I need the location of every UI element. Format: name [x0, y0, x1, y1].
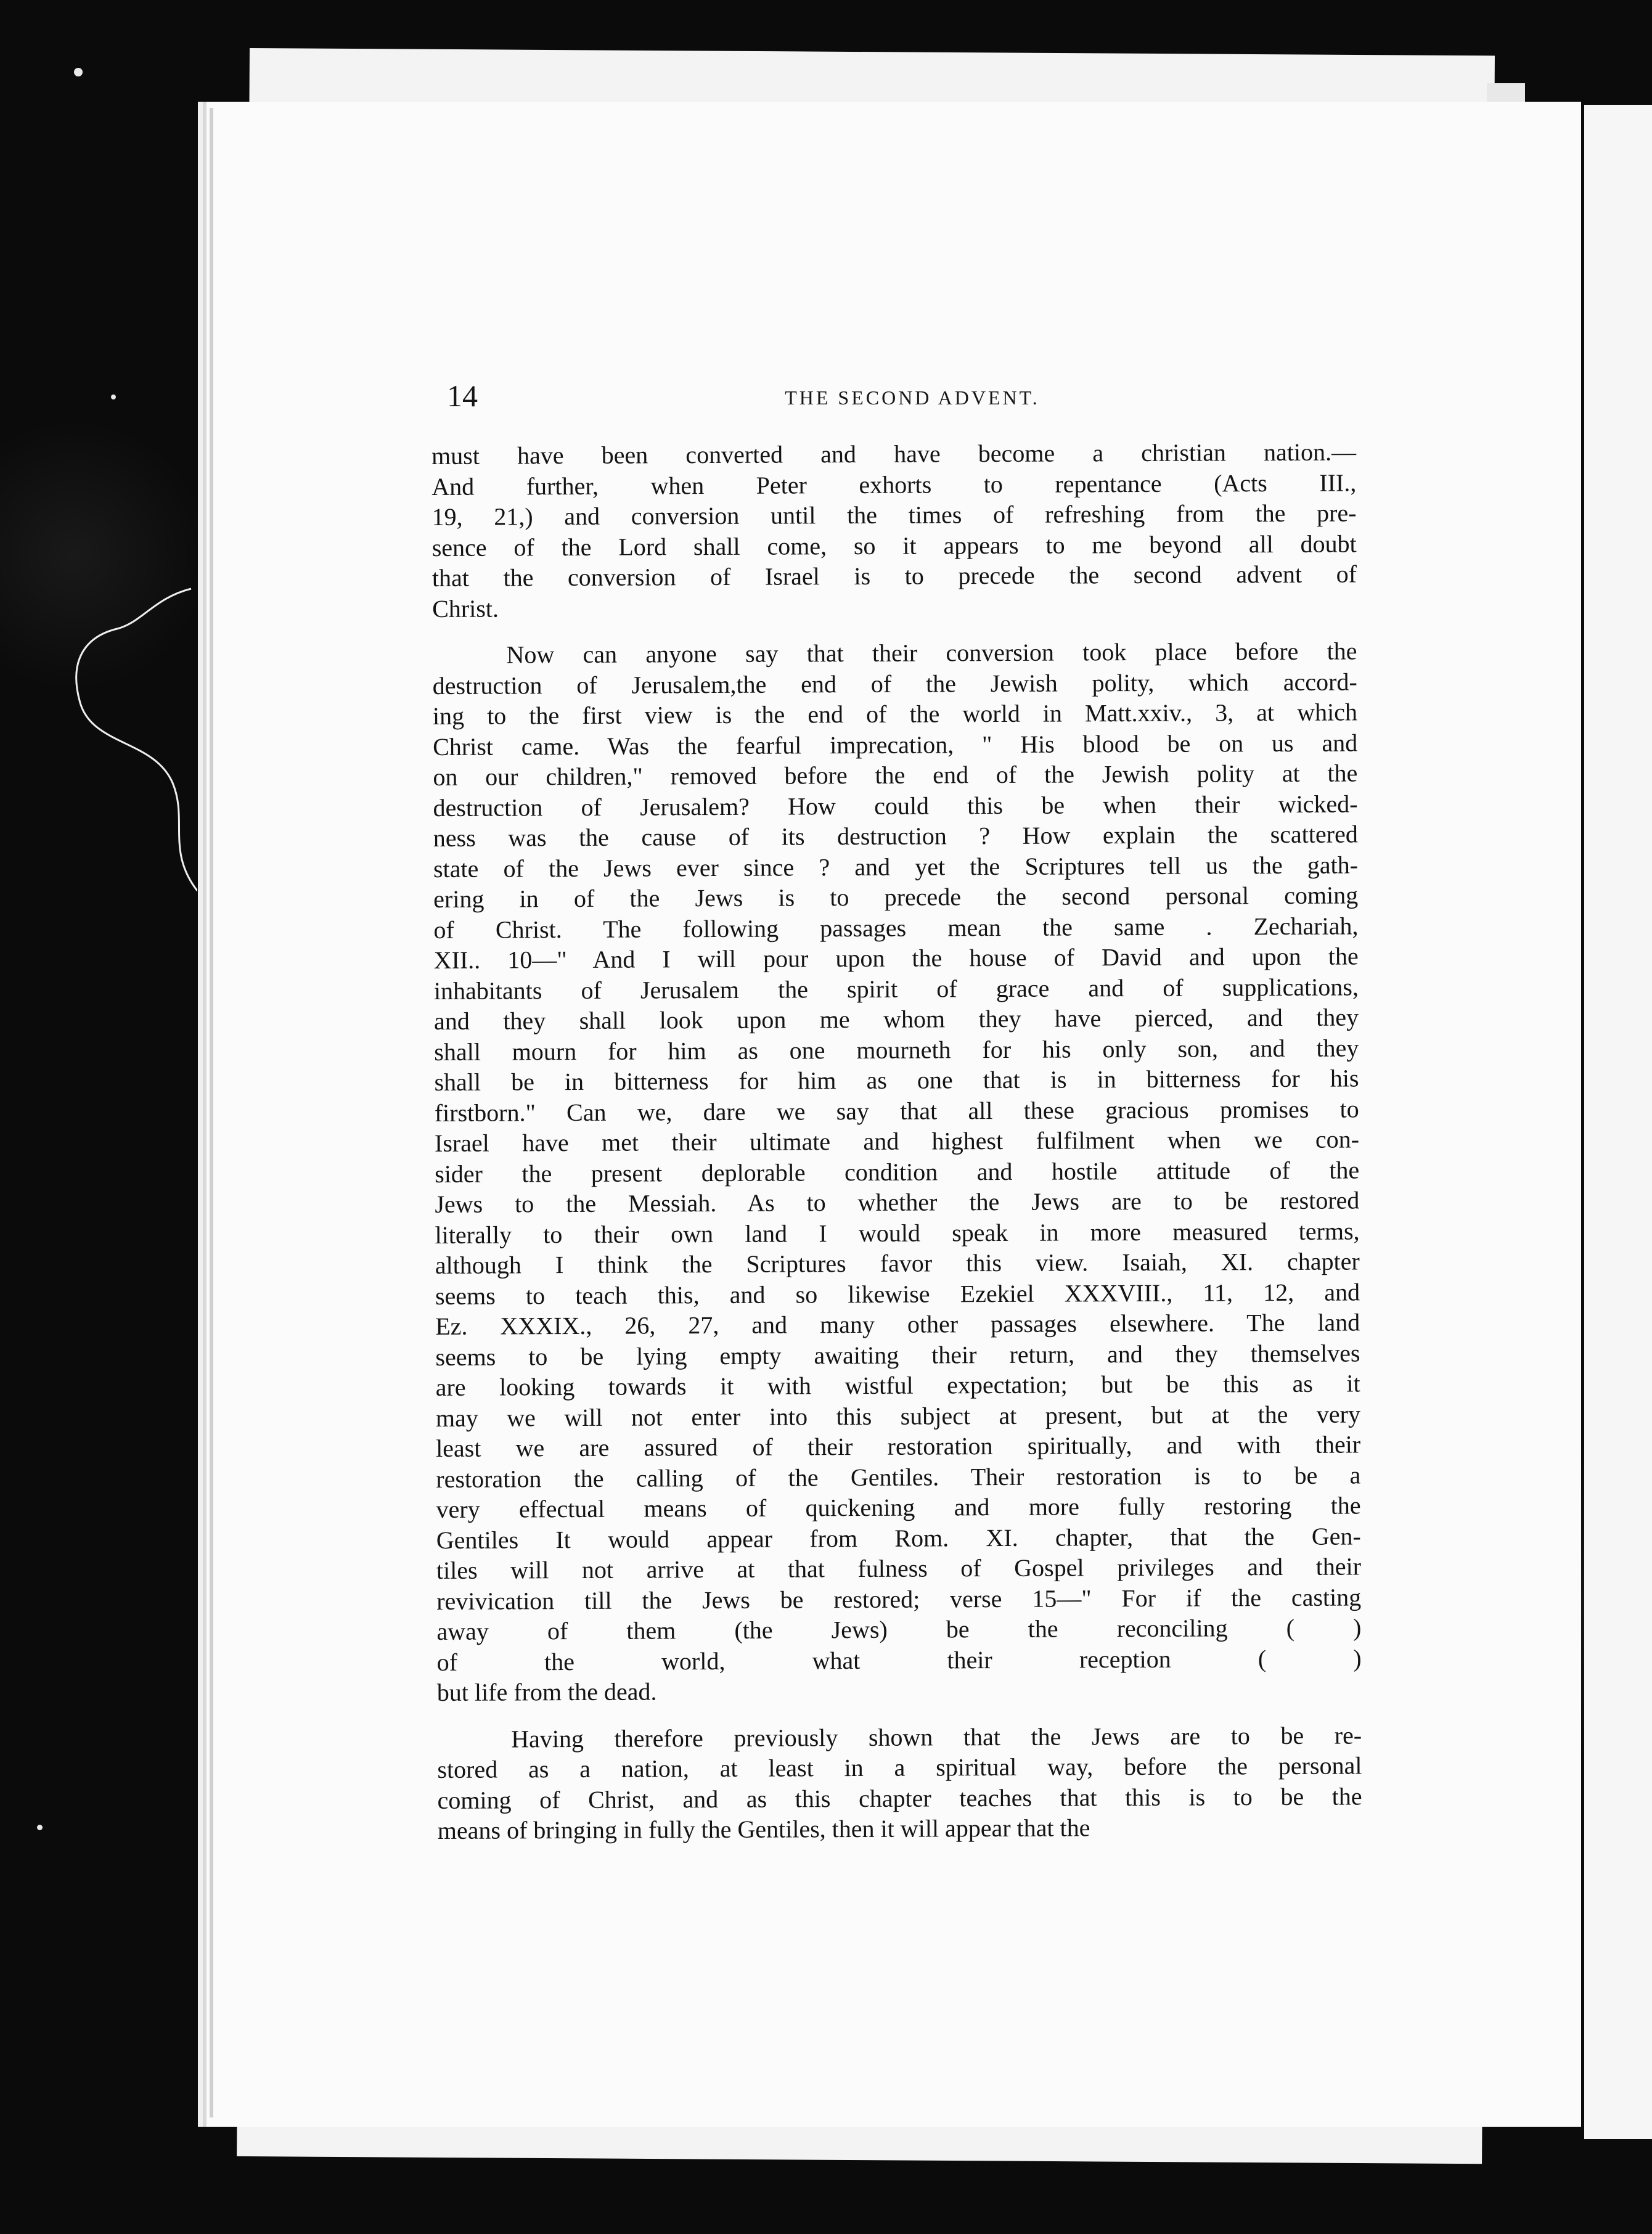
- text-line: revivication till the Jews be restored; verse 15—" For if the casting: [436, 1582, 1362, 1615]
- text-line: but life from the dead.: [436, 1677, 657, 1706]
- running-title: THE SECOND ADVENT.: [785, 387, 1040, 409]
- text-line: least we are assured of their restoration spiritually, and with their: [436, 1430, 1361, 1462]
- text-line: literally to their own land I would speak in more measured terms,: [435, 1216, 1360, 1249]
- text-line: seems to be lying empty awaiting their return, and they themselves: [435, 1338, 1360, 1371]
- text-line: Jews to the Messiah. As to whether the Jews are to be restored: [435, 1186, 1360, 1218]
- text-line: And further, when Peter exhorts to repentance (Acts III.,: [431, 468, 1357, 501]
- page-header: [447, 377, 1378, 414]
- text-line: may we will not enter into this subject at present, but at the very: [435, 1399, 1360, 1432]
- text-line: of Christ. The following passages mean the same . Zechariah,: [433, 911, 1359, 944]
- text-line: that the conversion of Israel is to precede the second advent of: [431, 560, 1357, 592]
- text-line: on our children," removed before the end of the Jewish polity at the: [433, 759, 1358, 791]
- text-line: ness was the cause of its destruction ? How explain the scattered: [433, 820, 1358, 852]
- text-line: away of them (the Jews) be the reconciling ( ): [436, 1613, 1362, 1645]
- text-line: XII.. 10—" And I will pour upon the house of David and upon the: [433, 942, 1359, 974]
- text-line: are looking towards it with wistful expectation; but be this as it: [435, 1369, 1360, 1401]
- text-line: means of bringing in fully the Gentiles, then it will appear that the: [437, 1814, 1090, 1844]
- text-line: Having therefore previously shown that the Jews are to be re-: [511, 1721, 1362, 1753]
- text-line: stored as a nation, at least in a spiritual way, before the personal: [437, 1751, 1362, 1783]
- text-line: Israel have met their ultimate and highest fulfilment when we con-: [434, 1125, 1360, 1157]
- text-line: tiles will not arrive at that fulness of Gospel privileges and their: [436, 1552, 1362, 1584]
- text-line: Christ.: [432, 594, 499, 623]
- text-line: coming of Christ, and as this chapter teaches that this is to be the: [437, 1782, 1362, 1814]
- film-speck: [37, 1825, 43, 1830]
- text-line: sider the present deplorable condition and hostile attitude of the: [435, 1155, 1360, 1188]
- text-line: and they shall look upon me whom they have pierced, and they: [434, 1003, 1359, 1035]
- page-number: 14: [447, 378, 478, 413]
- text-line: very effectual means of quickening and more fully restoring the: [436, 1491, 1361, 1523]
- text-line: destruction of Jerusalem,the end of the Jewish polity, which accord-: [432, 667, 1357, 700]
- text-line: shall be in bitterness for him as one that is in bitterness for his: [434, 1064, 1359, 1096]
- text-line: state of the Jews ever since ? and yet the Scriptures tell us the gath-: [433, 850, 1359, 883]
- text-line: Ez. XXXIX., 26, 27, and many other passages elsewhere. The land: [435, 1308, 1360, 1340]
- text-line: shall mourn for him as one mourneth for his only son, and they: [434, 1033, 1359, 1066]
- text-line: inhabitants of Jerusalem the spirit of grace and of supplications,: [433, 972, 1359, 1005]
- text-line: must have been converted and have become a christian nation.—: [431, 438, 1357, 470]
- body-text: [431, 436, 1362, 1846]
- text-line: seems to teach this, and so likewise Ezekiel XXXVIII., 11, 12, and: [435, 1277, 1360, 1310]
- text-line: Now can anyone say that their conversion took place before the: [506, 637, 1357, 669]
- text-line: sence of the Lord shall come, so it appears to me beyond all doubt: [431, 529, 1357, 562]
- text-line: firstborn." Can we, dare we say that all these gracious promises to: [434, 1094, 1359, 1127]
- adjacent-page: [1584, 105, 1652, 2139]
- text-line: ering in of the Jews is to precede the second personal coming: [433, 881, 1359, 913]
- thread-fibre: [43, 586, 197, 894]
- text-line: 19, 21,) and conversion until the times of refreshing from the pre-: [431, 499, 1357, 531]
- film-speck: [74, 68, 83, 76]
- text-line: although I think the Scriptures favor this view. Isaiah, XI. chapter: [435, 1247, 1360, 1279]
- page-edge: [210, 108, 213, 2117]
- text-line: restoration the calling of the Gentiles. Their restoration is to be a: [436, 1460, 1361, 1493]
- text-line: Gentiles It would appear from Rom. XI. chapter, that the Gen-: [436, 1521, 1361, 1554]
- text-line: destruction of Jerusalem? How could this be when their wicked-: [433, 789, 1358, 822]
- film-speck: [111, 395, 116, 399]
- text-line: ing to the first view is the end of the world in Matt.xxiv., 3, at which: [432, 698, 1358, 730]
- text-line: of the world, what their reception ( ): [436, 1643, 1362, 1676]
- text-line: Christ came. Was the fearful imprecation, " His blood be on us and: [433, 728, 1358, 761]
